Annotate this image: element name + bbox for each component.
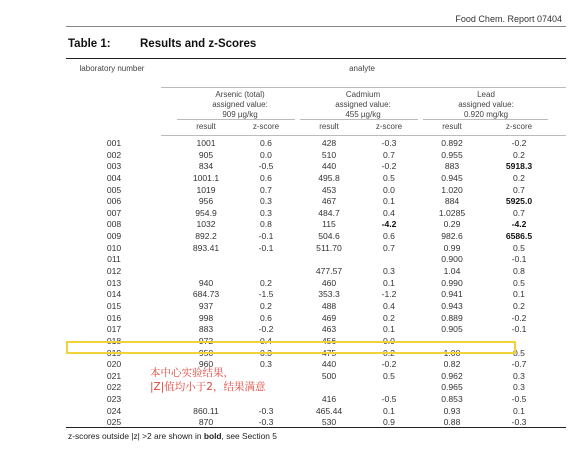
cadmium-zscore: -0.5 — [381, 394, 397, 405]
annotation-line: |Z|值均小于2，结果满意 — [150, 381, 266, 393]
table-row — [66, 289, 566, 301]
lead-result: 0.900 — [441, 254, 463, 265]
annotation-note — [150, 366, 265, 394]
group-rule — [300, 119, 418, 120]
lab-number: 006 — [106, 196, 122, 207]
table-row — [66, 394, 566, 406]
footnote-bold: bold — [203, 431, 222, 441]
lead-zscore: 0.2 — [513, 172, 525, 183]
lead-zscore: -0.3 — [511, 417, 527, 428]
cadmium-zscore: 0.4 — [383, 207, 395, 218]
cadmium-zscore: 0.1 — [383, 196, 395, 207]
arsenic-zscore: -0.2 — [258, 324, 274, 335]
lead-result: 0.990 — [441, 277, 463, 288]
footnote-suffix: , see Section 5 — [221, 431, 277, 441]
table-row — [66, 138, 566, 150]
arsenic-result: 1019 — [196, 184, 216, 195]
arsenic-zscore: 0.2 — [260, 277, 272, 288]
arsenic-zscore: -1.5 — [258, 289, 274, 300]
arsenic-result: 893.41 — [192, 242, 220, 253]
lead-zscore: 5925.0 — [505, 196, 533, 207]
analyte-groups — [161, 90, 566, 120]
cadmium-result: 353.3 — [318, 289, 340, 300]
arsenic-result: 972 — [198, 335, 214, 346]
arsenic-result: 860.11 — [193, 405, 219, 416]
arsenic-result: 883 — [198, 324, 214, 335]
table-footnote — [68, 431, 277, 441]
arsenic-zscore: 0.0 — [260, 149, 272, 160]
lead-zscore: -0.7 — [511, 359, 527, 370]
cadmium-zscore: 0.7 — [383, 242, 395, 253]
cadmium-zscore: -0.3 — [381, 138, 397, 148]
sub-header-zscore: z-score — [375, 122, 403, 131]
analyte-rule — [161, 87, 566, 88]
arsenic-result: 834 — [198, 161, 214, 172]
cadmium-zscore: -0.2 — [381, 359, 397, 370]
table-row — [66, 371, 566, 383]
lab-number: 004 — [106, 172, 122, 183]
table-row — [66, 382, 566, 394]
cadmium-zscore: -1.2 — [381, 289, 397, 300]
table-row — [66, 324, 566, 336]
group-assigned-value: 909 µg/kg — [222, 110, 258, 119]
lead-zscore: 0.7 — [513, 207, 525, 218]
cadmium-result: 460 — [321, 277, 337, 288]
arsenic-zscore: 0.3 — [260, 359, 272, 370]
lab-number: 015 — [106, 300, 122, 311]
cadmium-zscore: 0.5 — [383, 172, 395, 183]
arsenic-zscore: 0.3 — [260, 196, 272, 207]
highlight-box — [66, 341, 516, 354]
arsenic-result: 870 — [198, 417, 214, 428]
cadmium-result: 465.44 — [315, 405, 343, 416]
group-lead — [421, 90, 551, 120]
cadmium-zscore: 0.6 — [383, 231, 395, 242]
arsenic-result: 892.2 — [195, 231, 217, 242]
lead-zscore: 0.5 — [513, 277, 525, 288]
lead-zscore: 6586.5 — [505, 231, 533, 242]
lead-result: 1.0285 — [438, 207, 466, 218]
lab-number: 002 — [106, 149, 122, 160]
lab-number: 025 — [106, 417, 122, 428]
arsenic-result: 940 — [198, 277, 214, 288]
table-row — [66, 231, 566, 243]
lead-result: 1.020 — [441, 184, 463, 195]
cadmium-zscore: 0.3 — [383, 266, 395, 277]
lead-result: 0.99 — [443, 242, 461, 253]
arsenic-zscore: 0.4 — [260, 335, 272, 346]
footnote-prefix: z-scores outside |z| >2 are shown in — [68, 431, 204, 441]
lab-number: 020 — [106, 359, 122, 370]
lead-result: 1.04 — [443, 266, 461, 277]
cadmium-zscore: 0.0 — [383, 184, 395, 195]
cadmium-result: 463 — [321, 324, 337, 335]
lead-zscore: 0.3 — [513, 370, 525, 381]
arsenic-result: 1001.1 — [192, 172, 220, 183]
lead-zscore: 5918.3 — [505, 161, 533, 172]
arsenic-zscore: 0.3 — [260, 207, 272, 218]
report-id: Food Chem. Report 07404 — [455, 14, 562, 24]
analyte-header: analyte — [349, 64, 375, 73]
sub-header-zscore: z-score — [252, 122, 280, 131]
cadmium-result: 495.8 — [318, 172, 340, 183]
lead-result: 0.93 — [443, 405, 461, 416]
cadmium-zscore: 0.1 — [383, 324, 395, 335]
lab-number: 022 — [106, 382, 122, 393]
cadmium-result: 456 — [321, 335, 337, 346]
cadmium-zscore: 0.0 — [383, 335, 395, 346]
lead-result: 0.965 — [441, 382, 463, 393]
table-row — [66, 406, 566, 418]
cadmium-zscore: -0.2 — [381, 161, 397, 172]
group-rule — [177, 119, 295, 120]
table-caption: Results and z-Scores — [140, 38, 257, 50]
sub-header-zscore: z-score — [505, 122, 533, 131]
table-row — [66, 161, 566, 173]
lead-result: 0.88 — [443, 417, 461, 428]
arsenic-zscore: -0.1 — [258, 242, 274, 253]
lead-result: 982.6 — [441, 231, 463, 242]
lab-number: 013 — [106, 277, 122, 288]
cadmium-zscore: 0.1 — [383, 405, 395, 416]
table-row — [66, 301, 566, 313]
lead-zscore: 0.5 — [513, 347, 525, 358]
cadmium-result: 115 — [322, 219, 336, 230]
cadmium-zscore: 0.9 — [383, 417, 395, 428]
lab-number: 010 — [106, 242, 122, 253]
lead-zscore: -0.1 — [511, 254, 527, 265]
lab-number: 018 — [106, 335, 122, 346]
cadmium-result: 510 — [321, 149, 337, 160]
cadmium-zscore: -4.2 — [381, 219, 397, 230]
arsenic-result: 960 — [198, 359, 214, 370]
cadmium-result: 504.6 — [318, 231, 340, 242]
lead-result: 0.29 — [443, 219, 461, 230]
lead-result: 0.941 — [441, 289, 463, 300]
group-assigned-value: 0.920 mg/kg — [463, 110, 509, 119]
group-assigned-label: assigned value: — [458, 100, 514, 109]
lead-zscore: -4.2 — [511, 219, 527, 230]
arsenic-zscore: 0.7 — [260, 184, 272, 195]
lab-number: 014 — [106, 289, 122, 300]
lead-result: 0.905 — [441, 324, 463, 335]
title-rule — [66, 58, 566, 59]
lead-zscore: 0.8 — [513, 266, 525, 277]
arsenic-result: 1032 — [196, 219, 216, 230]
sub-header-result: result — [319, 122, 339, 131]
cadmium-result: 428 — [321, 138, 337, 148]
lab-number: 005 — [106, 184, 122, 195]
footer-rule — [66, 427, 566, 428]
lab-number: 023 — [106, 394, 122, 405]
cadmium-zscore: 0.2 — [383, 347, 395, 358]
group-cadmium — [298, 90, 428, 120]
arsenic-zscore: -0.5 — [258, 161, 274, 172]
lab-number: 011 — [107, 254, 121, 265]
lab-number: 024 — [106, 405, 122, 416]
arsenic-result: 956 — [198, 196, 214, 207]
cadmium-zscore: 0.4 — [383, 300, 395, 311]
lab-number: 017 — [106, 324, 122, 335]
table-row — [66, 254, 566, 266]
lab-number: 012 — [106, 266, 122, 277]
lead-result: 0.82 — [443, 359, 461, 370]
lab-number: 008 — [106, 219, 122, 230]
arsenic-result: 905 — [198, 149, 214, 160]
lead-result: 1.00 — [443, 347, 461, 358]
lab-number: 021 — [106, 370, 122, 381]
table-row — [66, 185, 566, 197]
group-name: Lead — [477, 90, 495, 99]
table-row — [66, 266, 566, 278]
annotation-line: 本中心实验结果， — [150, 367, 234, 379]
lab-column-header: laboratory number — [79, 64, 145, 73]
table-row — [66, 173, 566, 185]
arsenic-result: 1001 — [196, 138, 216, 148]
table-row — [66, 196, 566, 208]
arsenic-zscore: -0.3 — [258, 405, 274, 416]
lead-result: 0.955 — [441, 149, 463, 160]
cadmium-result: 440 — [321, 161, 337, 172]
lead-zscore: 0.2 — [513, 149, 525, 160]
lead-result: 0.889 — [441, 312, 463, 323]
cadmium-result: 475 — [321, 347, 337, 358]
lead-result: 0.945 — [441, 172, 463, 183]
arsenic-zscore: 0.2 — [260, 300, 272, 311]
table-number: Table 1: — [68, 38, 111, 50]
arsenic-result: 998 — [198, 312, 214, 323]
cadmium-zscore: 0.5 — [383, 370, 395, 381]
arsenic-zscore: 0.8 — [260, 219, 272, 230]
arsenic-result: 950 — [198, 347, 214, 358]
header-rule — [66, 26, 566, 27]
cadmium-result: 440 — [321, 359, 337, 370]
sub-header-result: result — [442, 122, 462, 131]
lab-number: 003 — [106, 161, 122, 172]
table-row — [66, 359, 566, 371]
lab-number: 007 — [106, 207, 122, 218]
arsenic-zscore: 0.6 — [260, 312, 272, 323]
lead-result: 0.962 — [441, 370, 463, 381]
cadmium-result: 530 — [321, 417, 337, 428]
sub-header-row — [161, 122, 566, 134]
group-assigned-value: 455 µg/kg — [345, 110, 381, 119]
arsenic-zscore: -0.1 — [258, 231, 274, 242]
lead-zscore: 0.7 — [513, 184, 525, 195]
page-header — [0, 0, 580, 36]
cadmium-result: 453 — [321, 184, 337, 195]
cadmium-result: 469 — [321, 312, 337, 323]
lab-number: 019 — [106, 347, 122, 358]
lead-zscore: -0.2 — [511, 138, 527, 148]
lead-result: 0.943 — [441, 300, 463, 311]
table-body — [66, 138, 566, 429]
lead-result: 0.853 — [441, 394, 463, 405]
arsenic-zscore: 0.6 — [260, 172, 272, 183]
lab-number: 001 — [106, 138, 122, 148]
lead-result: 884 — [444, 196, 460, 207]
arsenic-zscore: 0.3 — [260, 347, 272, 358]
cadmium-zscore: 0.2 — [383, 312, 395, 323]
lead-zscore: -0.2 — [511, 312, 527, 323]
lead-zscore: 0.3 — [513, 382, 525, 393]
lead-zscore: -0.1 — [511, 324, 527, 335]
lead-zscore: -0.5 — [511, 394, 527, 405]
lead-result: 883 — [444, 161, 460, 172]
cadmium-zscore: 0.1 — [383, 277, 395, 288]
cadmium-result: 416 — [321, 394, 337, 405]
group-arsenic — [175, 90, 305, 120]
lead-zscore: 0.1 — [513, 405, 525, 416]
lead-zscore: 0.2 — [513, 300, 525, 311]
arsenic-result: 937 — [198, 300, 214, 311]
table-row — [66, 313, 566, 325]
group-rule — [423, 119, 548, 120]
cadmium-result: 467 — [321, 196, 337, 207]
table-title — [68, 38, 256, 50]
table-row — [66, 208, 566, 220]
cadmium-result: 484.7 — [318, 207, 340, 218]
sub-header-rule — [161, 135, 566, 136]
group-assigned-label: assigned value: — [212, 100, 268, 109]
cadmium-result: 488 — [321, 300, 337, 311]
cadmium-result: 511.70 — [316, 242, 342, 253]
lead-result: 0.892 — [441, 138, 463, 148]
group-assigned-label: assigned value: — [335, 100, 391, 109]
sub-header-result: result — [196, 122, 216, 131]
cadmium-result: 477.57 — [315, 266, 343, 277]
group-name: Arsenic (total) — [215, 90, 265, 99]
arsenic-zscore: 0.6 — [260, 138, 272, 148]
table-row — [66, 219, 566, 231]
cadmium-zscore: 0.7 — [383, 149, 395, 160]
lead-zscore: 0.1 — [513, 289, 525, 300]
table-row — [66, 150, 566, 162]
group-name: Cadmium — [345, 90, 381, 99]
arsenic-zscore: -0.3 — [258, 417, 274, 428]
table-row — [66, 278, 566, 290]
lab-number: 009 — [106, 231, 122, 242]
lab-number: 016 — [106, 312, 122, 323]
cadmium-result: 500 — [321, 370, 337, 381]
lead-zscore: 0.5 — [513, 242, 525, 253]
arsenic-result: 684.73 — [192, 289, 220, 300]
table-row — [66, 243, 566, 255]
arsenic-result: 954.9 — [195, 207, 217, 218]
